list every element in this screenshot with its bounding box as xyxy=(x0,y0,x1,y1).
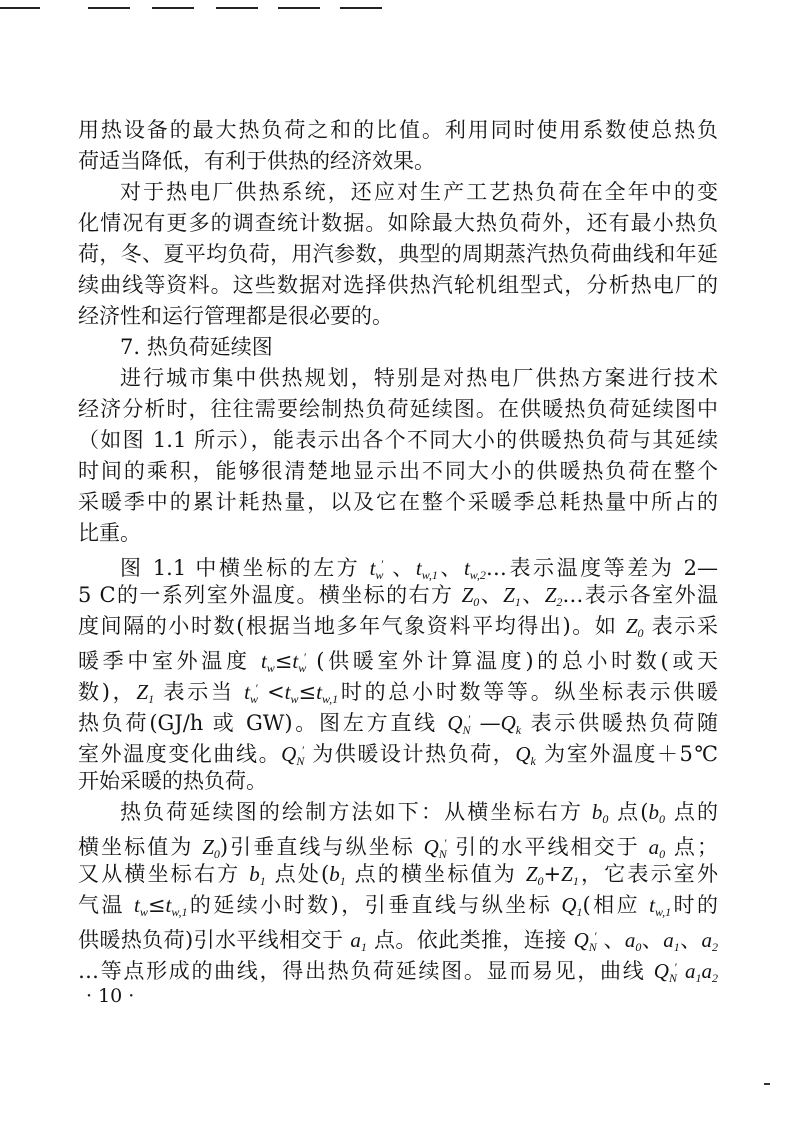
math-symbol: $a_1$ xyxy=(350,928,367,954)
math-symbol: $Z_1$ xyxy=(136,680,155,706)
math-symbol: $a_0$ xyxy=(624,928,642,954)
math-symbol: $Z_0$ xyxy=(525,862,544,888)
math-symbol: $t_{w,1}$ xyxy=(415,556,438,582)
math-symbol: $t_{w,2}$ xyxy=(463,556,486,582)
dash xyxy=(340,7,382,9)
math-symbol: $t_w$ xyxy=(134,893,148,919)
math-symbol: $t_w'$ xyxy=(369,556,384,582)
text-line: …等点形成的曲线，得出热负荷延续图。显而易见，曲线 $Q_N'$ $a_1a_2$ xyxy=(78,959,718,985)
text-line: 对于热电厂供热系统，还应对生产工艺热负荷在全年中的变 xyxy=(120,180,718,204)
math-symbol: $Q_N'$ xyxy=(447,711,471,737)
text-line: 进行城市集中供热规划，特别是对热电厂供热方案进行技术 xyxy=(120,366,718,390)
dash xyxy=(0,7,40,9)
math-symbol: $t_{w,1}$ xyxy=(649,893,672,919)
text-line: 开始采暖的热负荷。 xyxy=(78,769,267,793)
math-symbol: $Q_N'$ xyxy=(423,835,447,861)
math-symbol: $Q_N'$ xyxy=(653,959,677,985)
math-symbol: $t_{w,1}$ xyxy=(165,893,188,919)
text-line: 热负荷(GJ/h 或 GW)。图左方直线 $Q_N'$ $—Q_k$ 表示供暖热负荷随 xyxy=(78,711,718,737)
text-line: 荷，冬、夏平均负荷，用汽参数，典型的周期蒸汽热负荷曲线和年延 xyxy=(78,242,718,266)
text-line: 暖季中室外温度 $t_w\le t_w'$ (供暖室外计算温度)的总小时数(或天 xyxy=(78,649,718,675)
text-line: 5 C的一系列室外温度。横坐标的右方 $Z_0$、$Z_1$、$Z_2\dots$表示各室外温 xyxy=(78,583,719,609)
math-symbol: $b_0$ xyxy=(591,800,609,826)
text-line: 经济性和运行管理都是很必要的。 xyxy=(78,304,393,328)
math-symbol: $Q_k$ xyxy=(500,711,522,737)
math-symbol: $t_w'$ xyxy=(244,680,259,706)
text-line: 图 1.1 中横坐标的左方 $t_w'$ 、$t_{w,1}$、$t_{w,2}\dots$表示温度等差为 2— xyxy=(120,556,718,582)
text-line: （如图 1.1 所示），能表示出各个不同大小的供暖热负荷与其延续 xyxy=(78,428,718,452)
math-symbol: $a_2$ xyxy=(701,959,718,985)
text-line: 供暖热负荷)引水平线相交于 $a_1$ 点。依此类推，连接 $Q_N'$ 、$a_0$、$a_1$、$a_2$ xyxy=(78,928,718,954)
math-symbol: $t_w$ xyxy=(260,649,275,675)
math-symbol: $Q_k$ xyxy=(515,742,536,768)
text-line: 横坐标值为 $Z_0$)引垂直线与纵坐标 $Q_N'$ 引的水平线相交于 $a_0$ 点； xyxy=(78,835,718,861)
dash xyxy=(88,7,130,9)
text-line: 度间隔的小时数(根据当地多年气象资料平均得出)。如 $Z_0$ 表示采 xyxy=(78,614,718,640)
math-symbol: $t_w'$ xyxy=(292,649,307,675)
text-line: 比重。 xyxy=(78,521,141,545)
dash xyxy=(216,7,258,9)
text-line: 数)，$Z_1$ 表示当 $t_w' <t_w\le t_{w,1}$时的总小时数等等。纵坐标表示供暖 xyxy=(78,680,718,706)
text-line: 用热设备的最大热负荷之和的比值。利用同时使用系数使总热负 xyxy=(78,118,718,142)
text-line: 气温 $t_w\le t_{w,1}$的延续小时数)，引垂直线与纵坐标 $Q_1$(相应 $t_{w,1}$时的 xyxy=(78,893,718,919)
page-number: · 10 · xyxy=(86,985,135,1007)
scan-mark xyxy=(764,1083,770,1085)
text-line: 7. 热负荷延续图 xyxy=(120,335,273,359)
text-line: 续曲线等资料。这些数据对选择供热汽轮机组型式，分析热电厂的 xyxy=(78,273,718,297)
math-symbol: $t_w$ xyxy=(284,680,299,706)
text-line: 荷适当降低，有利于供热的经济效果。 xyxy=(78,149,435,173)
math-symbol: $t_{w,1}$ xyxy=(316,680,339,706)
math-symbol: $Q_1$ xyxy=(561,893,583,919)
text-line: 室外温度变化曲线。$Q_N'$ 为供暖设计热负荷，$Q_k$ 为室外温度＋5℃ xyxy=(78,742,718,768)
math-symbol: $a_2$ xyxy=(701,928,718,954)
math-symbol: $Z_1$ xyxy=(561,862,579,888)
text-line: 化情况有更多的调查统计数据。如除最大热负荷外，还有最小热负 xyxy=(78,211,718,235)
text-line: 热负荷延续图的绘制方法如下：从横坐标右方 $b_0$ 点($b_0$ 点的 xyxy=(120,800,718,826)
dash xyxy=(278,7,320,9)
math-symbol: $b_1$ xyxy=(329,862,346,888)
math-symbol: $b_1$ xyxy=(249,862,266,888)
math-symbol: $Z_1$ xyxy=(503,583,521,609)
text-line: 又从横坐标右方 $b_1$ 点处($b_1$ 点的横坐标值为 $Z_0+Z_1$，它表示室外 xyxy=(78,862,719,888)
text-line: 采暖季中的累计耗热量，以及它在整个采暖季总耗热量中所占的 xyxy=(78,490,718,514)
math-symbol: $a_0$ xyxy=(648,835,666,861)
math-symbol: $Q_N'$ xyxy=(281,742,305,768)
math-symbol: $Z_2$ xyxy=(544,583,563,609)
math-symbol: $a_1$ xyxy=(663,928,680,954)
math-symbol: $Z_0$ xyxy=(625,614,644,640)
math-symbol: $Z_0$ xyxy=(202,835,220,861)
text-line: 经济分析时，往往需要绘制热负荷延续图。在供暖热负荷延续图中 xyxy=(78,397,718,421)
dash xyxy=(152,7,194,9)
math-symbol: $Z_0$ xyxy=(461,583,480,609)
math-symbol: $a_1$ xyxy=(684,959,702,985)
text-line: 时间的乘积，能够很清楚地显示出不同大小的供暖热负荷在整个 xyxy=(78,459,718,483)
math-symbol: $Q_N'$ xyxy=(573,928,597,954)
math-symbol: $b_0$ xyxy=(648,800,665,826)
